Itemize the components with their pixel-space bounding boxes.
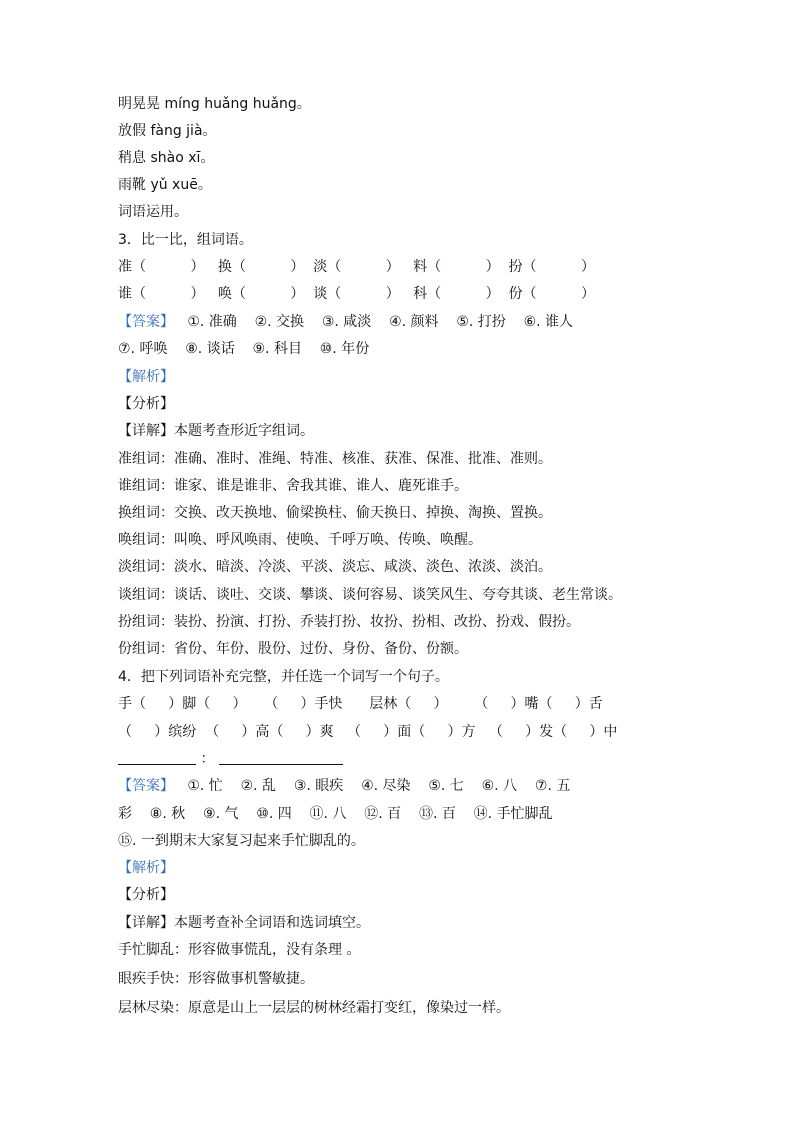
word-group-line: 准组词：准确、准时、准绳、特准、核准、获准、保准、批准、准则。 [118, 451, 552, 467]
definition-line: 层林尽染：原意是山上一层层的树林经霜打变红，像染过一样。 [118, 1000, 510, 1016]
question-4-title: 4．把下列词语补充完整，并任选一个词写一个句子。 [118, 669, 449, 685]
word-group-line: 份组词：省份、年份、股份、过份、身份、备份、份额。 [118, 641, 468, 657]
question-4-answer-cont: 彩 ⑧. 秋 ⑨. 气 ⑩. 四 ⑪. 八 ⑫. 百 ⑬. 百 ⑭. 手忙脚乱 [118, 806, 553, 822]
word-group-line: 谁组词：谁家、谁是谁非、舍我其谁、谁人、鹿死谁手。 [118, 478, 468, 494]
question-3-answer-cont: ⑦. 呼唤 ⑧. 谈话 ⑨. 科目 ⑩. 年份 [118, 341, 370, 357]
answer-tag: 【答案】 [118, 778, 174, 794]
word-group-line: 唤组词：叫唤、呼风唤雨、使唤、千呼万唤、传唤、唤醒。 [118, 532, 482, 548]
answer-tag: 【答案】 [118, 314, 174, 330]
blank-word [118, 750, 196, 765]
analysis-heading: 【分析】 [118, 396, 174, 412]
word-group-line: 谈组词：谈话、谈吐、交谈、攀谈、谈何容易、谈笑风生、夸夸其谈、老生常谈。 [118, 587, 622, 603]
question-4-answer-cont: ⑮. 一到期末大家复习起来手忙脚乱的。 [118, 833, 365, 849]
analysis-heading: 【分析】 [118, 887, 174, 903]
question-3-row-1: 准（ ） 换（ ） 淡（ ） 料（ ） 扮（ ） [118, 259, 596, 275]
detail-heading: 【详解】本题考查形近字组词。 [118, 423, 314, 439]
analysis-tag: 【解析】 [118, 860, 174, 876]
pinyin-line: 放假 fàng jià。 [118, 123, 217, 139]
question-4-row-2: （ ）缤纷 （ ）高（ ）爽 （ ）面（ ）方 （ ）发（ ）中 [118, 724, 618, 740]
analysis-tag: 【解析】 [118, 369, 174, 385]
definition-line: 眼疾手快：形容做事机警敏捷。 [118, 971, 314, 987]
pinyin-line: 雨靴 yǔ xuē。 [118, 177, 212, 193]
question-4-row-1: 手（ ）脚（ ） （ ）手快 层林（ ） （ ）嘴（ ）舌 [118, 696, 603, 712]
question-3-answer: 【答案】 ①. 准确 ②. 交换 ③. 咸淡 ④. 颜料 ⑤. 打扮 ⑥. 谁人 [118, 314, 574, 330]
question-3-row-2: 谁（ ） 唤（ ） 谈（ ） 科（ ） 份（ ） [118, 286, 596, 302]
section-heading: 词语运用。 [118, 204, 188, 220]
question-3-title: 3．比一比，组词语。 [118, 232, 253, 248]
sentence-blank: ： [118, 749, 343, 769]
word-group-line: 扮组词：装扮、扮演、打扮、乔装打扮、妆扮、扮相、改扮、扮戏、假扮。 [118, 614, 580, 630]
question-4-answer: 【答案】 ①. 忙 ②. 乱 ③. 眼疾 ④. 尽染 ⑤. 七 ⑥. 八 ⑦. 五 [118, 778, 571, 794]
word-group-line: 换组词：交换、改天换地、偷梁换柱、偷天换日、掉换、淘换、置换。 [118, 505, 552, 521]
pinyin-line: 稍息 shào xī。 [118, 150, 215, 166]
word-group-line: 淡组词：淡水、暗淡、冷淡、平淡、淡忘、咸淡、淡色、浓淡、淡泊。 [118, 559, 552, 575]
pinyin-line: 明晃晃 míng huǎng huǎng。 [118, 96, 311, 112]
detail-heading: 【详解】本题考查补全词语和选词填空。 [118, 915, 370, 931]
definition-line: 手忙脚乱：形容做事慌乱，没有条理 。 [118, 942, 361, 958]
blank-sentence [219, 750, 343, 765]
